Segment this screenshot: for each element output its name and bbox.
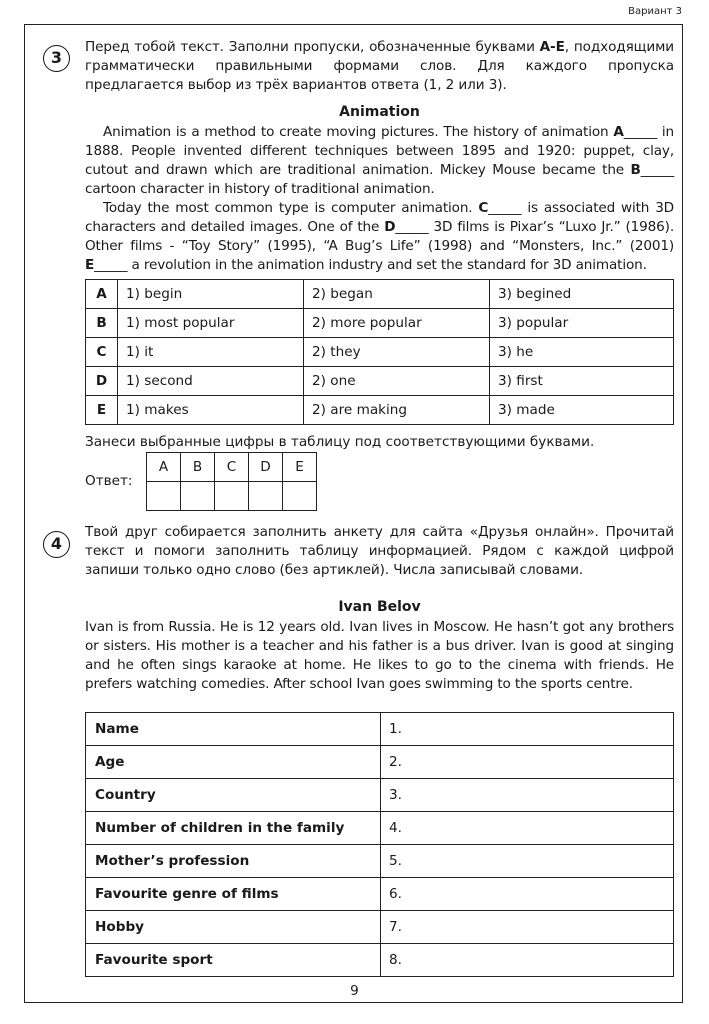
para-text: _____ 3D films is Pixar’s “Luxo Jr.” (1986). Other films - “Toy Story” (1995), “A Bug’s Life” (1998) and “Monsters, Inc.” (2001) — [85, 219, 674, 255]
answer-header-c: C — [215, 453, 249, 482]
answer-hint: Занеси выбранные цифры в таблицу под соответствующими буквами. — [85, 434, 595, 450]
info-answer-cell[interactable]: 3. — [381, 779, 674, 812]
task-3-number-badge: 3 — [43, 45, 70, 72]
info-field-label: Favourite sport — [86, 944, 381, 977]
page-number: 9 — [350, 983, 359, 999]
gap-e-marker: E — [85, 257, 95, 274]
text-title-ivan-belov: Ivan Belov — [338, 599, 421, 615]
answer-cell-a[interactable] — [147, 482, 181, 511]
answer-cell-e[interactable] — [283, 482, 317, 511]
info-row — [86, 713, 674, 746]
option-row-b — [86, 309, 674, 338]
option-2: 2) they — [304, 338, 490, 367]
option-letter: A — [86, 280, 118, 309]
info-field-label: Name — [86, 713, 381, 746]
task-4-instruction: Твой друг собирается заполнить анкету для сайта «Друзья онлайн». Прочитай текст и помоги заполнить таблицу информацией. Рядом с каждой цифрой запиши только одно слово (без артиклей). Числа записывай словами. — [85, 524, 674, 578]
gap-a-marker: A — [613, 124, 624, 140]
answer-header-row — [147, 453, 317, 482]
info-answer-cell[interactable]: 7. — [381, 911, 674, 944]
text-title-animation: Animation — [339, 104, 420, 120]
animation-paragraph-1 — [85, 123, 674, 199]
info-answer-cell[interactable]: 8. — [381, 944, 674, 977]
option-2: 2) are making — [304, 396, 490, 425]
para-text: Animation is a method to create moving pictures. The history of animation — [103, 124, 614, 140]
option-2: 2) began — [304, 280, 490, 309]
option-1: 1) begin — [118, 280, 304, 309]
para-text: _____ cartoon character in history of traditional animation. — [85, 162, 674, 198]
option-2: 2) more popular — [304, 309, 490, 338]
option-3: 3) made — [490, 396, 674, 425]
para-text: _____ in 1888. People invented different techniques between 1895 and 1920: puppet, clay, cutout and drawn which are traditional animation. Mickey Mouse became the — [85, 124, 675, 179]
task-4-number-badge: 4 — [43, 531, 70, 558]
option-3: 3) begined — [490, 280, 674, 309]
option-1: 1) makes — [118, 396, 304, 425]
para-text: Today the most common type is computer animation. — [103, 200, 479, 216]
info-row — [86, 812, 674, 845]
option-letter: D — [86, 367, 118, 396]
option-row-e — [86, 396, 674, 425]
info-row — [86, 845, 674, 878]
option-row-d — [86, 367, 674, 396]
info-answer-cell[interactable]: 4. — [381, 812, 674, 845]
info-answer-cell[interactable]: 5. — [381, 845, 674, 878]
option-row-c — [86, 338, 674, 367]
option-letter: B — [86, 309, 118, 338]
info-field-label: Hobby — [86, 911, 381, 944]
option-1: 1) most popular — [118, 309, 304, 338]
options-table — [85, 279, 674, 425]
option-letter: C — [86, 338, 118, 367]
info-field-label: Number of children in the family — [86, 812, 381, 845]
option-1: 1) it — [118, 338, 304, 367]
answer-cell-d[interactable] — [249, 482, 283, 511]
task-3-instruction — [85, 38, 674, 95]
info-field-label: Favourite genre of films — [86, 878, 381, 911]
instruction-text-end: , подходящими грамматически правильными формами слов. Для каждого пропуска предлагается выбор из трёх вариантов ответа (1, 2 или 3). — [85, 39, 674, 93]
info-row — [86, 878, 674, 911]
ivan-belov-text: Ivan is from Russia. He is 12 years old. Ivan lives in Moscow. He hasn’t got any brothers or sisters. His mother is a teacher and his father is a bus driver. Ivan is good at singing and he often sings karaoke at home. He likes to go to the cinema with friends. He prefers watching comedies. After school Ivan goes swimming to the sports centre. — [85, 619, 674, 693]
info-field-label: Country — [86, 779, 381, 812]
option-1: 1) second — [118, 367, 304, 396]
variant-label: Вариант 3 — [628, 6, 682, 17]
animation-paragraph-2 — [85, 199, 674, 275]
answer-cell-c[interactable] — [215, 482, 249, 511]
info-field-label: Mother’s profession — [86, 845, 381, 878]
info-row — [86, 911, 674, 944]
answer-header-e: E — [283, 453, 317, 482]
info-row — [86, 944, 674, 977]
gap-c-marker: C — [478, 200, 489, 216]
answer-header-d: D — [249, 453, 283, 482]
answer-input-row — [147, 482, 317, 511]
option-3: 3) popular — [490, 309, 674, 338]
option-letter: E — [86, 396, 118, 425]
info-row — [86, 746, 674, 779]
info-answer-cell[interactable]: 1. — [381, 713, 674, 746]
answer-grid — [146, 452, 317, 511]
instruction-text: Перед тобой текст. Заполни пропуски, обозначенные буквами — [85, 39, 540, 55]
answer-cell-b[interactable] — [181, 482, 215, 511]
profile-info-table — [85, 712, 674, 977]
option-row-a — [86, 280, 674, 309]
info-field-label: Age — [86, 746, 381, 779]
option-3: 3) he — [490, 338, 674, 367]
info-answer-cell[interactable]: 2. — [381, 746, 674, 779]
answer-label: Ответ: — [85, 473, 133, 489]
gap-b-marker: B — [630, 162, 641, 179]
answer-header-b: B — [181, 453, 215, 482]
info-row — [86, 779, 674, 812]
para-text: _____ is associated with 3D characters and detailed images. One of the — [85, 200, 675, 236]
option-3: 3) first — [490, 367, 674, 396]
para-text: _____ a revolution in the animation industry and set the standard for 3D animation. — [94, 257, 647, 274]
gap-d-marker: D — [384, 219, 396, 236]
option-2: 2) one — [304, 367, 490, 396]
instruction-bold-letters: A-E — [539, 39, 565, 55]
answer-header-a: A — [147, 453, 181, 482]
info-answer-cell[interactable]: 6. — [381, 878, 674, 911]
